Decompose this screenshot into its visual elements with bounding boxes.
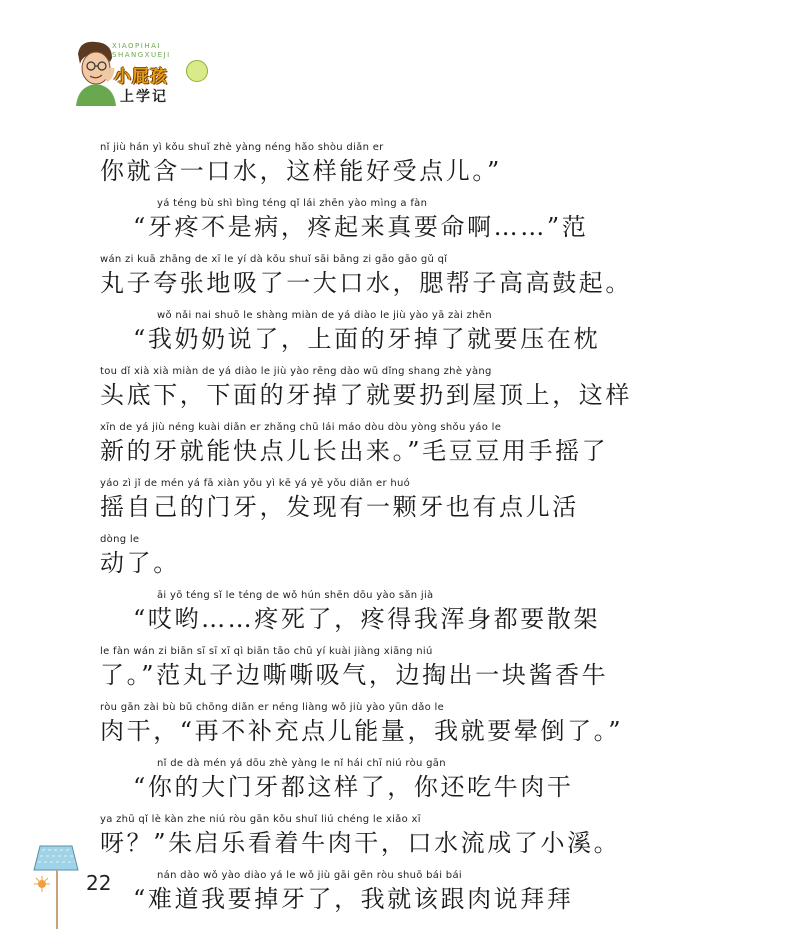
pinyin-line: dòng le [100, 534, 140, 545]
hanzi-line: 摇自己的门牙，发现有一颗牙也有点儿活 [100, 493, 579, 521]
text-line [100, 757, 700, 813]
pinyin-line: nǐ de dà mén yá dōu zhè yàng le nǐ hái chī niú ròu gān [157, 758, 446, 769]
ball-icon [186, 60, 208, 82]
text-line [100, 253, 700, 309]
pinyin-line: ròu gān zài bù bǔ chōng diǎn er néng liàng wǒ jiù yào yūn dǎo le [100, 702, 445, 713]
hanzi-line: 你就含一口水，这样能好受点儿。” [100, 157, 502, 185]
hanzi-line: “难道我要掉牙了，我就该跟肉说拜拜 [133, 885, 574, 913]
text-line [100, 869, 700, 925]
logo-pinyin [112, 42, 171, 60]
pinyin-line: xīn de yá jiù néng kuài diǎn er zhǎng chū lái máo dòu dòu yòng shǒu yáo le [100, 422, 502, 433]
hanzi-line: 了。”范丸子边嘶嘶吸气，边掏出一块酱香牛 [100, 661, 609, 689]
logo-pinyin-line1: XIAOPIHAI [112, 42, 161, 50]
hanzi-line: “牙疼不是病，疼起来真要命啊……”范 [133, 213, 589, 241]
logo-title-line1: 小屁孩 [114, 67, 168, 87]
text-line [100, 365, 700, 421]
hanzi-line: 呀？”朱启乐看着牛肉干，口水流成了小溪。 [100, 829, 621, 857]
pinyin-line: nǐ jiù hán yì kǒu shuǐ zhè yàng néng hǎo shòu diǎn er [100, 142, 384, 153]
text-line [100, 309, 700, 365]
hanzi-line: 丸子夸张地吸了一大口水，腮帮子高高鼓起。 [100, 269, 632, 297]
hanzi-line: “你的大门牙都这样了，你还吃牛肉干 [133, 773, 574, 801]
story-text [100, 141, 700, 925]
hanzi-line: “我奶奶说了，上面的牙掉了就要压在枕 [133, 325, 601, 353]
text-line [100, 141, 700, 197]
pinyin-line: yá téng bù shì bìng téng qǐ lái zhēn yào mìng a fàn [157, 198, 428, 209]
hanzi-line: 新的牙就能快点儿长出来。”毛豆豆用手摇了 [100, 437, 609, 465]
hanzi-line: 动了。 [100, 549, 180, 577]
logo-pinyin-line2: SHANGXUEJI [112, 51, 171, 59]
lamp-icon [32, 842, 82, 929]
text-line [100, 589, 700, 645]
text-line [100, 645, 700, 701]
page-number: 22 [86, 871, 112, 895]
text-line [100, 197, 700, 253]
pinyin-line: wán zi kuā zhāng de xī le yí dà kǒu shuǐ sāi bāng zi gāo gāo gǔ qǐ [100, 254, 448, 265]
text-line [100, 477, 700, 533]
text-line [100, 813, 700, 869]
hanzi-line: 头底下，下面的牙掉了就要扔到屋顶上，这样 [100, 381, 632, 409]
pinyin-line: nán dào wǒ yào diào yá le wǒ jiù gāi gēn ròu shuō bái bái [157, 870, 462, 881]
text-line [100, 701, 700, 757]
pinyin-line: tou dǐ xià xià miàn de yá diào le jiù yào rēng dào wū dǐng shang zhè yàng [100, 366, 492, 377]
pinyin-line: wǒ nǎi nai shuō le shàng miàn de yá diào le jiù yào yā zài zhěn [157, 310, 492, 321]
pinyin-line: āi yō téng sǐ le téng de wǒ hún shēn dōu yào sǎn jià [157, 590, 434, 601]
hanzi-line: 肉干，“再不补充点儿能量，我就要晕倒了。” [100, 717, 624, 745]
hanzi-line: “哎哟……疼死了，疼得我浑身都要散架 [133, 605, 601, 633]
book-logo [72, 40, 212, 110]
text-line [100, 421, 700, 477]
text-line [100, 533, 700, 589]
pinyin-line: yáo zì jǐ de mén yá fā xiàn yǒu yì kē yá yě yǒu diǎn er huó [100, 478, 411, 489]
pinyin-line: ya zhū qǐ lè kàn zhe niú ròu gān kǒu shuǐ liú chéng le xiǎo xī [100, 814, 421, 825]
logo-title-line2: 上学记 [120, 89, 168, 105]
pinyin-line: le fàn wán zi biān sī sī xī qì biān tāo chū yí kuài jiàng xiāng niú [100, 646, 433, 657]
